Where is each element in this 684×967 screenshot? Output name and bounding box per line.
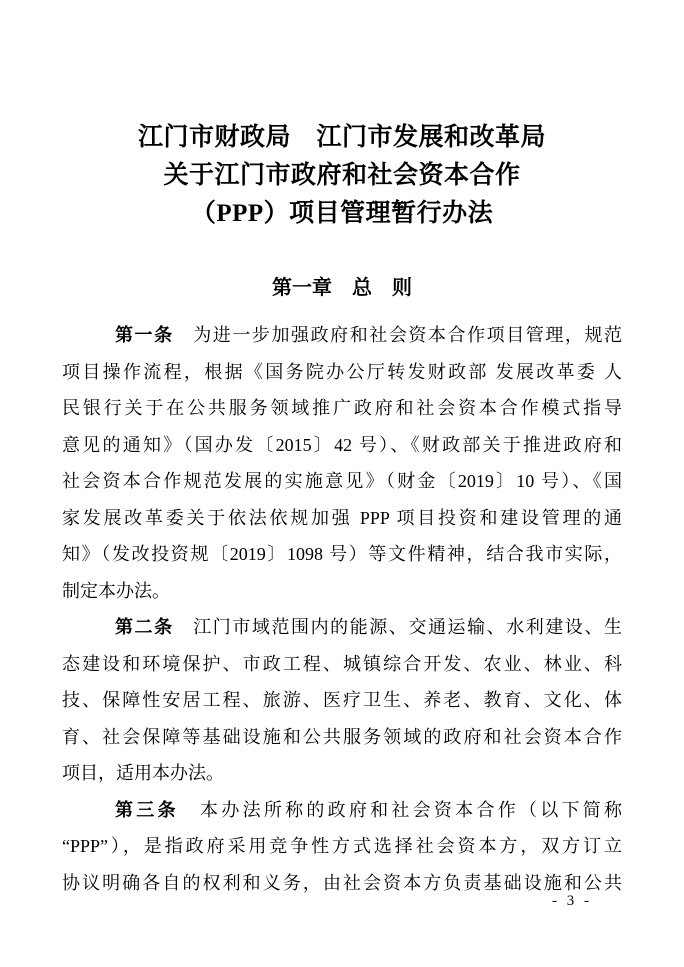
chapter-heading: 第一章 总 则 [272, 277, 412, 299]
body-line: 项目，适用本办法。 [62, 763, 224, 783]
article-3 [62, 792, 622, 902]
article-2-label: 第二条 [115, 617, 174, 637]
body-line [62, 609, 622, 646]
title-line-1: 江门市财政局 江门市发展和改革局 [137, 124, 546, 151]
body-line: 态建设和环境保护、市政工程、城镇综合开发、农业、林业、科 [62, 653, 622, 674]
body-line: “PPP”），是指政府采用竞争性方式选择社会资本方，双方订立 [62, 836, 622, 856]
document-title [0, 0, 684, 233]
body-line: 育、社会保障等基础设施和公共服务领域的政府和社会资本合作 [62, 726, 622, 747]
body-line: 家发展改革委关于依法依规加强 PPP 项目投资和建设管理的通 [62, 507, 622, 528]
article-2 [62, 609, 622, 792]
body-line: 社会资本合作规范发展的实施意见》（财金〔2019〕10 号）、《国 [62, 471, 622, 491]
title-line-2: 关于江门市政府和社会资本合作 [163, 162, 521, 189]
article-3-label: 第三条 [115, 799, 179, 820]
body-line: 意见的通知》（国办发〔2015〕42 号）、《财政部关于推进政府和 [62, 434, 622, 455]
article-1-first-line-text: 为进一步加强政府和社会资本合作项目管理，规范 [173, 325, 623, 345]
article-3-first-line-text: 本办法所称的政府和社会资本合作（以下简称 [178, 799, 623, 820]
body-line [62, 317, 622, 354]
article-1-label: 第一条 [115, 325, 174, 345]
body-line [62, 792, 622, 829]
article-2-first-line-text: 江门市域范围内的能源、交通运输、水利建设、生 [173, 617, 623, 637]
title-line-3: （PPP）项目管理暂行办法 [190, 200, 494, 227]
body-line: 制定本办法。 [62, 580, 170, 601]
document-body [62, 317, 622, 901]
body-line: 技、保障性安居工程、旅游、医疗卫生、养老、教育、文化、体 [62, 690, 622, 710]
article-1 [62, 317, 622, 609]
page-number: - 3 - [552, 893, 592, 909]
body-line: 民银行关于在公共服务领域推广政府和社会资本合作模式指导 [62, 398, 622, 418]
body-line: 项目操作流程，根据《国务院办公厅转发财政部 发展改革委 人 [62, 361, 622, 382]
body-line: 知》（发改投资规〔2019〕1098 号）等文件精神，结合我市实际， [62, 544, 622, 564]
body-line: 协议明确各自的权利和义务，由社会资本方负责基础设施和公共 [62, 872, 622, 893]
